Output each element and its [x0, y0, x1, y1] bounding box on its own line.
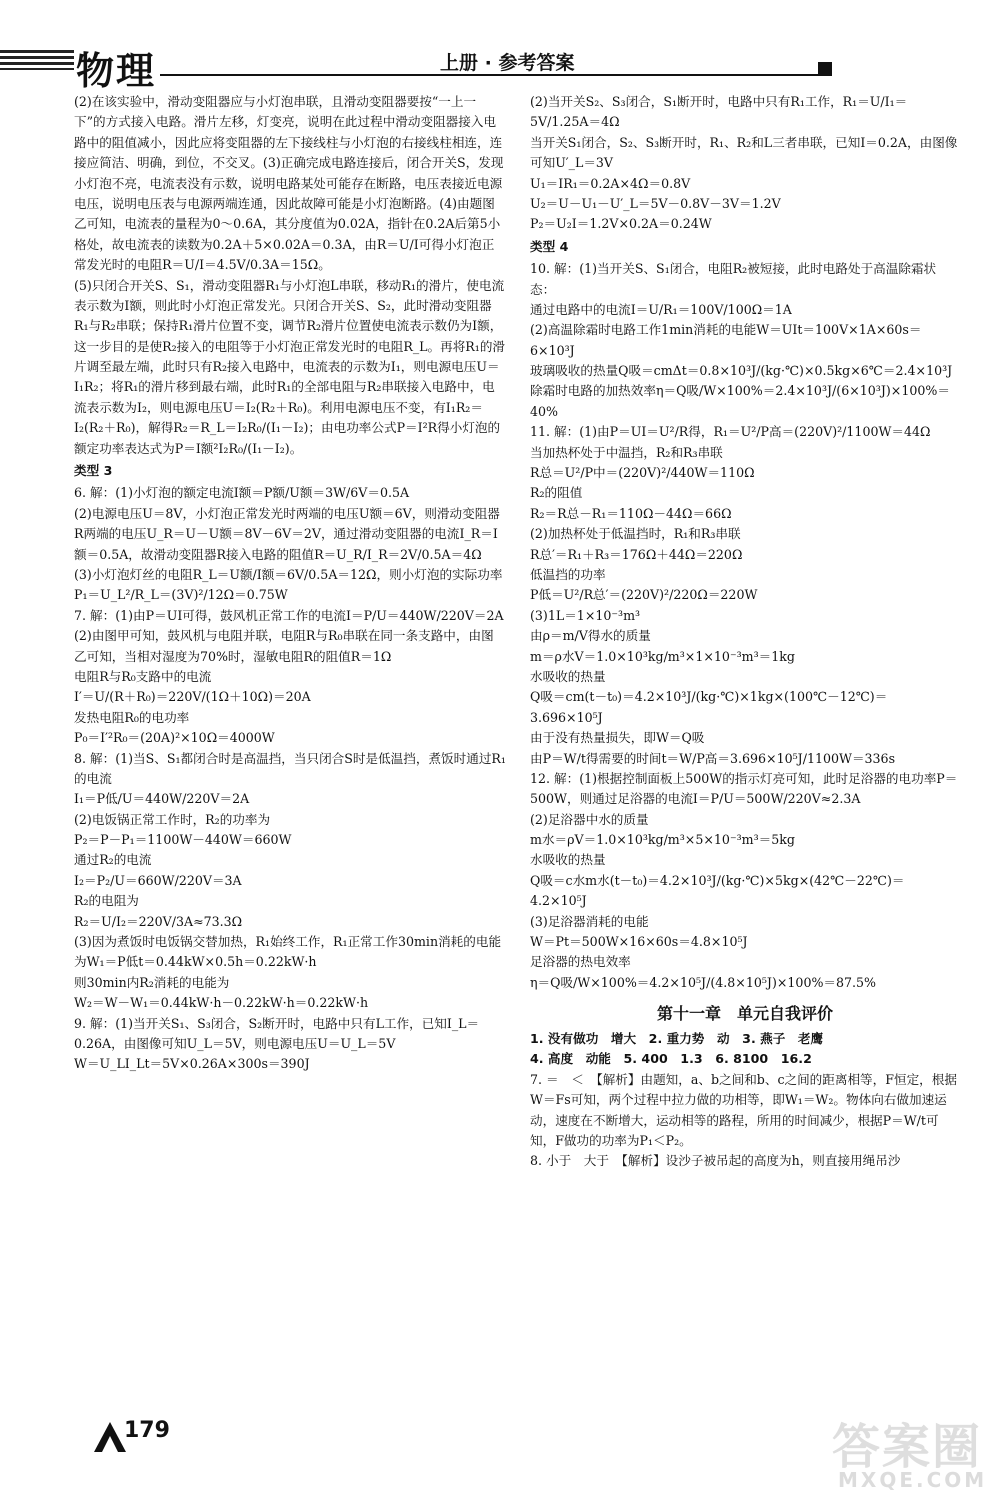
answer-paragraph: (3)足浴器消耗的电能	[530, 913, 649, 929]
answer-paragraph: P低＝U²/R总′＝(220V)²/220Ω＝220W	[530, 587, 758, 603]
answer-paragraph: 除霜时电路的加热效率η＝Q吸/W×100%＝2.4×10³J/(6×10³J)×100%＝40%	[530, 383, 950, 419]
answer-paragraph: (2)足浴器中水的质量	[530, 811, 649, 827]
answer-paragraph: 玻璃吸收的热量Q吸＝cmΔt＝0.8×10³J/(kg·℃)×0.5kg×6℃＝2.4×10³J	[530, 363, 953, 379]
answer-paragraph: 12. 解：(1)根据控制面板上500W的指示灯亮可知，此时足浴器的电功率P＝500W，则通过足浴器的电流I＝P/U＝500W/220V≈2.3A	[530, 770, 958, 807]
answer-paragraph: R₂＝U/I₂＝220V/3A≈73.3Ω	[74, 913, 243, 929]
answer-paragraph: m水＝ρV＝1.0×10³kg/m³×5×10⁻³m³＝5kg	[530, 832, 795, 848]
answer-paragraph: (3)因为煮饭时电饭锅交替加热，R₁始终工作，R₁正常工作30min消耗的电能为W₁＝P低t＝0.44kW×0.5h＝0.22kW·h	[74, 934, 502, 970]
page-header	[0, 38, 1000, 93]
header-stripes-icon	[0, 50, 74, 70]
watermark-url: MXQE.COM	[838, 1468, 988, 1492]
section-heading: 类型 3	[74, 463, 113, 479]
left-column	[74, 92, 506, 1075]
answer-paragraph: P₂＝U₂I＝1.2V×0.2A＝0.24W	[530, 216, 712, 232]
answer-paragraph: (2)当开关S₂、S₃闭合，S₁断开时，电路中只有R₁工作，R₁＝U/I₁＝5V/1.25A＝4Ω	[530, 94, 908, 130]
answer-paragraph: Q吸＝c水m水(t－t₀)＝4.2×10³J/(kg·℃)×5kg×(42℃－22℃)＝4.2×10⁵J	[530, 872, 905, 909]
answer-paragraph: R₂的阻值	[530, 485, 583, 501]
answer-paragraph: I₁＝P低/U＝440W/220V＝2A	[74, 791, 250, 807]
answer-paragraph: (5)只闭合开关S、S₁，滑动变阻器R₁与小灯泡L串联，移动R₁的滑片，使电流表示数为I额，则此时小灯泡正常发光。只闭合开关S、S₂，此时滑动变阻器R₁与R₂串联；保持R₁滑片位置不变，调节R₂滑片位置使电流表示数仍为I额，这一步目的是使R₂接入的电阻等于小灯泡正常发光时的电阻R_L。再将R₁的滑片调至最左端，此时只有R₂接入电路中，电流表的示数为I₁，则电源电压U＝I₁R₂；将R₁的滑片移到最右端，此时R₁的全部电阻与R₂串联接入电路中，电流表示数为I₂，则电源电压U＝I₂(R₂＋R₀)。利用电源电压不变，有I₁R₂＝I₂(R₂＋R₀)，解得R₂＝R_L＝I₂R₀/(I₁－I₂)；由电功率公式P＝I²R得小灯泡的额定功率表达式为P＝I额²I₂R₀/(I₁－I₂)。	[74, 277, 506, 456]
answer-paragraph: (2)在该实验中，滑动变阻器应与小灯泡串联，且滑动变阻器要按“一上一下”的方式接入电路。滑片左移，灯变亮，说明在此过程中滑动变阻器接入电路中的阻值减小，因此应将变阻器的左下接线柱与小灯泡的右接线柱相连，连接应简洁、明确，到位，不交叉。(3)正确完成电路连接后，闭合开关S，发现小灯泡不亮，电流表没有示数，说明电路某处可能存在断路，电压表接近电源电压，说明电压表与电源两端连通，因此故障可能是小灯泡断路。(4)由题图乙可知，电流表的量程为0～0.6A，其分度值为0.02A，指针在0.2A后第5小格处，故电流表的读数为0.2A＋5×0.02A＝0.3A，由R＝U/I可得小灯泡正常发光时的电阻R＝U/I＝4.5V/0.3A＝15Ω。	[74, 94, 504, 273]
answer-paragraph: 由于没有热量损失，即W＝Q吸	[530, 730, 705, 746]
answer-paragraph: 10. 解：(1)当开关S、S₁闭合，电阻R₂被短接，此时电路处于高温除霜状态：	[530, 261, 937, 297]
answer-paragraph: (3)1L＝1×10⁻³m³	[530, 607, 641, 623]
answer-paragraph: 发热电阻R₀的电功率	[74, 709, 190, 725]
answer-paragraph: R₂的电阻为	[74, 893, 139, 909]
subject-logo: 物理	[76, 49, 157, 93]
answer-paragraph: 9. 解：(1)当开关S₁、S₃闭合，S₂断开时，电路中只有L工作，已知I_L＝0.26A，由图像可知U_L＝5V，则电源电压U＝U_L＝5V	[74, 1015, 480, 1051]
answer-paragraph: 由P＝W/t得需要的时间t＝W/P高＝3.696×10⁵J/1100W＝336s	[530, 750, 896, 766]
answer-paragraph: (3)小灯泡灯丝的电阻R_L＝U额/I额＝6V/0.5A＝12Ω，则小灯泡的实际功率P₁＝U_L²/R_L＝(3V)²/12Ω＝0.75W	[74, 566, 503, 603]
answer-paragraph: 7. ＝ ＜ 【解析】由题知，a、b之间和b、c之间的距离相等，F恒定，根据W＝Fs可知，两个过程中拉力做的功相等，即W₁＝W₂。物体向右做加速运动，速度在不断增大，运动相等的路程，所用的时间减少，根据P＝W/t可知，F做功的功率为P₁＜P₂。	[530, 1071, 957, 1149]
answer-paragraph: 由ρ＝m/V得水的质量	[530, 628, 651, 644]
right-column	[530, 92, 960, 1172]
answer-paragraph: I₂＝P₂/U＝660W/220V＝3A	[74, 872, 242, 888]
answer-paragraph: W＝U_LI_Lt＝5V×0.26A×300s＝390J	[74, 1056, 310, 1072]
answer-paragraph: U₁＝IR₁＝0.2A×4Ω＝0.8V	[530, 175, 691, 191]
watermark-logo: 答案圈	[832, 1419, 983, 1475]
answer-paragraph: 1. 没有做功 增大 2. 重力势 动 3. 燕子 老鹰	[530, 1031, 824, 1047]
answer-paragraph: 6. 解：(1)小灯泡的额定电流I额＝P额/U额＝3W/6V＝0.5A	[74, 485, 410, 501]
answer-paragraph: (2)加热杯处于低温挡时，R₁和R₃串联	[530, 526, 741, 542]
answer-paragraph: 水吸收的热量	[530, 668, 606, 684]
header-title: 上册 · 参考答案	[440, 52, 575, 74]
answer-paragraph: m＝ρ水V＝1.0×10³kg/m³×1×10⁻³m³＝1kg	[530, 648, 795, 664]
answer-paragraph: 当开关S₁闭合，S₂、S₃断开时，R₁、R₂和L三者串联，已知I＝0.2A，由图像可知U′_L＝3V	[530, 134, 958, 171]
answer-paragraph: R总＝U²/P中＝(220V)²/440W＝110Ω	[530, 465, 755, 481]
answer-paragraph: W₂＝W－W₁＝0.44kW·h－0.22kW·h＝0.22kW·h	[74, 995, 369, 1011]
answer-paragraph: 4. 高度 动能 5. 400 1.3 6. 8100 16.2	[530, 1051, 812, 1067]
page-number: 179	[124, 1418, 170, 1443]
answer-paragraph: (2)由图甲可知，鼓风机与电阻并联，电阻R与R₀串联在同一条支路中，由图乙可知，当相对湿度为70%时，湿敏电阻R的阻值R＝1Ω	[74, 628, 494, 664]
answer-paragraph: Q吸＝cm(t－t₀)＝4.2×10³J/(kg·℃)×1kg×(100℃－12℃)＝3.696×10⁵J	[530, 689, 888, 725]
answer-paragraph: U₂＝U－U₁－U′_L＝5V－0.8V－3V＝1.2V	[530, 195, 781, 211]
answer-paragraph: 电阻R与R₀支路中的电流	[74, 668, 212, 684]
answer-paragraph: 足浴器的热电效率	[530, 954, 631, 970]
answer-paragraph: R₂＝R总－R₁＝110Ω－44Ω＝66Ω	[530, 505, 732, 521]
answer-paragraph: 当加热杯处于中温挡，R₂和R₃串联	[530, 444, 723, 460]
answer-paragraph: 通过电路中的电流I＝U/R₁＝100V/100Ω＝1A	[530, 301, 792, 317]
answer-paragraph: 8. 小于 大于 【解析】设沙子被吊起的高度为h，则直接用绳吊沙	[530, 1153, 901, 1169]
answer-paragraph: P₀＝I′²R₀＝(20A)²×10Ω＝4000W	[74, 730, 275, 746]
answer-paragraph: 8. 解：(1)当S、S₁都闭合时是高温挡，当只闭合S时是低温挡，煮饭时通过R₁的电流	[74, 750, 506, 786]
answer-paragraph: 水吸收的热量	[530, 852, 606, 868]
answer-paragraph: 11. 解：(1)由P＝UI＝U²/R得，R₁＝U²/P高＝(220V)²/1100W＝44Ω	[530, 424, 931, 440]
answer-paragraph: P₂＝P－P₁＝1100W－440W＝660W	[74, 832, 292, 848]
publisher-logo-icon	[92, 1418, 128, 1454]
answer-paragraph: 通过R₂的电流	[74, 852, 152, 868]
section-heading: 类型 4	[530, 238, 569, 254]
chapter-heading: 第十一章 单元自我评价	[656, 1004, 833, 1024]
answer-paragraph: 则30min内R₂消耗的电能为	[74, 974, 230, 990]
answer-paragraph: η＝Q吸/W×100%＝4.2×10⁵J/(4.8×10⁵J)×100%＝87.5%	[530, 974, 877, 990]
answer-paragraph: (2)高温除霜时电路工作1min消耗的电能W＝UIt＝100V×1A×60s＝6×10³J	[530, 322, 922, 358]
answer-paragraph: R总′＝R₁＋R₃＝176Ω＋44Ω＝220Ω	[530, 546, 743, 562]
answer-paragraph: 低温挡的功率	[530, 566, 606, 582]
header-square-icon	[818, 62, 832, 76]
answer-paragraph: I′＝U/(R＋R₀)＝220V/(1Ω＋10Ω)＝20A	[74, 689, 311, 705]
answer-paragraph: (2)电源电压U＝8V，小灯泡正常发光时两端的电压U额＝6V，则滑动变阻器R两端的电压U_R＝U－U额＝8V－6V＝2V，通过滑动变阻器的电流I_R＝I额＝0.5A，故滑动变阻器R接入电路的阻值R＝U_R/I_R＝2V/0.5A＝4Ω	[74, 505, 500, 562]
answer-paragraph: W＝Pt＝500W×16×60s＝4.8×10⁵J	[530, 934, 748, 950]
answer-paragraph: (2)电饭锅正常工作时，R₂的功率为	[74, 811, 271, 827]
answer-paragraph: 7. 解：(1)由P＝UI可得，鼓风机正常工作的电流I＝P/U＝440W/220V＝2A	[74, 607, 504, 623]
